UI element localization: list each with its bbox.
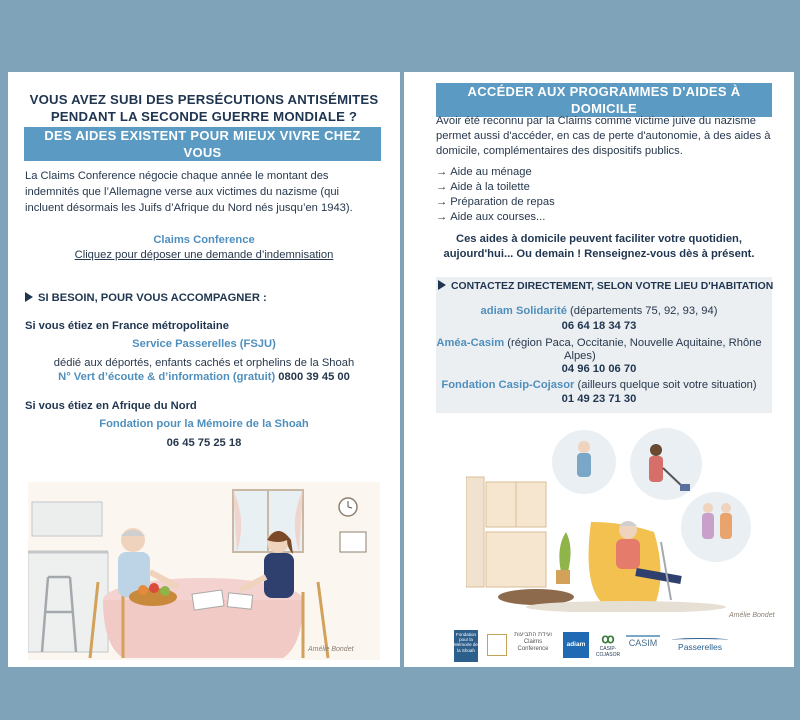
contact-3-detail: (ailleurs quelque soit votre situation): [574, 379, 757, 391]
left-signature: Amélie Bondet: [308, 646, 354, 653]
contact-2: [404, 336, 794, 351]
casip-mark-icon: ꝏ: [601, 631, 615, 646]
aid-item-label: Aide aux courses...: [450, 211, 546, 223]
claims-title: Claims Conference: [153, 234, 255, 246]
aid-item-label: Aide à la toilette: [450, 181, 530, 193]
contact-heading-text: CONTACTEZ DIRECTEMENT, SELON VOTRE LIEU D'HABITATION: [451, 281, 774, 292]
triangle-icon: [25, 292, 33, 302]
aid-item-label: Aide au ménage: [450, 166, 532, 178]
france-org: Service Passerelles (FSJU): [132, 338, 276, 350]
afrique-org: Fondation pour la Mémoire de la Shoah: [99, 418, 309, 430]
contact-1-org: adiam Solidarité: [480, 305, 567, 317]
france-line-label: N° Vert d’écoute & d’information (gratuit): [58, 371, 276, 383]
contact-1: [404, 304, 794, 319]
fms-logo: Fondation pour la Mémoire de la Shoah: [454, 630, 478, 662]
aid-item: → Aide au ménage: [436, 166, 532, 178]
passerelles-logo: [672, 638, 728, 652]
passerelles-label: Passerelles: [678, 642, 722, 652]
contact-2-detail: (région Paca, Occitanie, Nouvelle Aquitaine, Rhône: [504, 337, 762, 349]
right-signature: Amélie Bondet: [729, 612, 775, 619]
france-line: [8, 370, 400, 385]
section-heading-text: SI BESOIN, POUR VOUS ACCOMPAGNER :: [38, 292, 267, 304]
right-intro-line3: domicile, complémentaires des dispositifs publics.: [436, 145, 683, 157]
claims-label: Claims Conference: [517, 639, 549, 652]
contact-3-phone[interactable]: 01 49 23 71 30: [561, 393, 637, 405]
contact-heading: [438, 279, 773, 294]
aid-item: → Aide aux courses...: [436, 211, 546, 223]
left-page: [8, 72, 400, 667]
intro-line1: La Claims Conference négocie chaque année le montant des: [25, 170, 329, 182]
contact-2-phone[interactable]: 04 96 10 06 70: [561, 363, 637, 375]
contact-2-detail-line2: Alpes): [564, 350, 596, 362]
couple-table-illustration: [28, 482, 380, 660]
aid-item: → Préparation de repas: [436, 196, 555, 208]
claims-emblem-icon: [487, 634, 507, 656]
casim-logo: CASIM: [626, 635, 660, 649]
right-intro-line1: Avoir été reconnu par la Claims comme victime juive du nazisme: [436, 115, 757, 127]
intro-line2: indemnités que l’Allemagne verse aux victimes du nazisme (qui: [25, 186, 340, 198]
claims-link[interactable]: Cliquez pour déposer une demande d’indemnisation: [74, 249, 334, 261]
home-care-illustration: [466, 422, 766, 612]
casip-logo: [595, 632, 621, 658]
left-band: DES AIDES EXISTENT POUR MIEUX VIVRE CHEZ VOUS: [24, 127, 381, 161]
casip-label: CASIP-COJASOR: [595, 646, 621, 658]
claims-hebrew: ועידת התביעות: [514, 632, 552, 638]
contact-1-detail: (départements 75, 92, 93, 94): [566, 305, 718, 317]
left-title-line1: VOUS AVEZ SUBI DES PERSÉCUTIONS ANTISÉMITES: [29, 92, 379, 107]
france-phone[interactable]: 0800 39 45 00: [278, 371, 350, 383]
france-desc: dédié aux déportés, enfants cachés et orphelins de la Shoah: [53, 357, 355, 369]
section-heading: [25, 291, 267, 306]
contact-3-org: Fondation Casip-Cojasor: [441, 379, 575, 391]
highlight-line2: aujourd'hui... Ou demain ! Renseignez-vous dès à présent.: [443, 248, 755, 260]
contact-2-org: Améa-Casim: [436, 337, 505, 349]
aid-item: → Aide à la toilette: [436, 181, 530, 193]
right-intro-line2: permet aussi d'accéder, en cas de perte d'autonomie, à des aides à: [436, 130, 771, 142]
afrique-heading: Si vous étiez en Afrique du Nord: [25, 400, 197, 412]
left-title-line2: PENDANT LA SECONDE GUERRE MONDIALE ?: [50, 109, 358, 124]
right-band: ACCÉDER AUX PROGRAMMES D'AIDES À DOMICILE: [436, 83, 772, 117]
triangle-icon: [438, 280, 446, 290]
adiam-logo: adiam: [563, 632, 589, 658]
france-heading: Si vous étiez en France métropolitaine: [25, 320, 229, 332]
intro-line3: incluent désormais les Juifs d’Afrique du Nord nés jusqu’en 1943).: [25, 202, 353, 214]
highlight-line1: Ces aides à domicile peuvent faciliter votre quotidien,: [456, 233, 742, 245]
aid-item-label: Préparation de repas: [450, 196, 555, 208]
claims-logo: [510, 632, 556, 653]
contact-1-phone[interactable]: 06 64 18 34 73: [561, 320, 637, 332]
contact-3: [404, 378, 794, 393]
right-page: [404, 72, 794, 667]
afrique-phone[interactable]: 06 45 75 25 18: [166, 437, 242, 449]
